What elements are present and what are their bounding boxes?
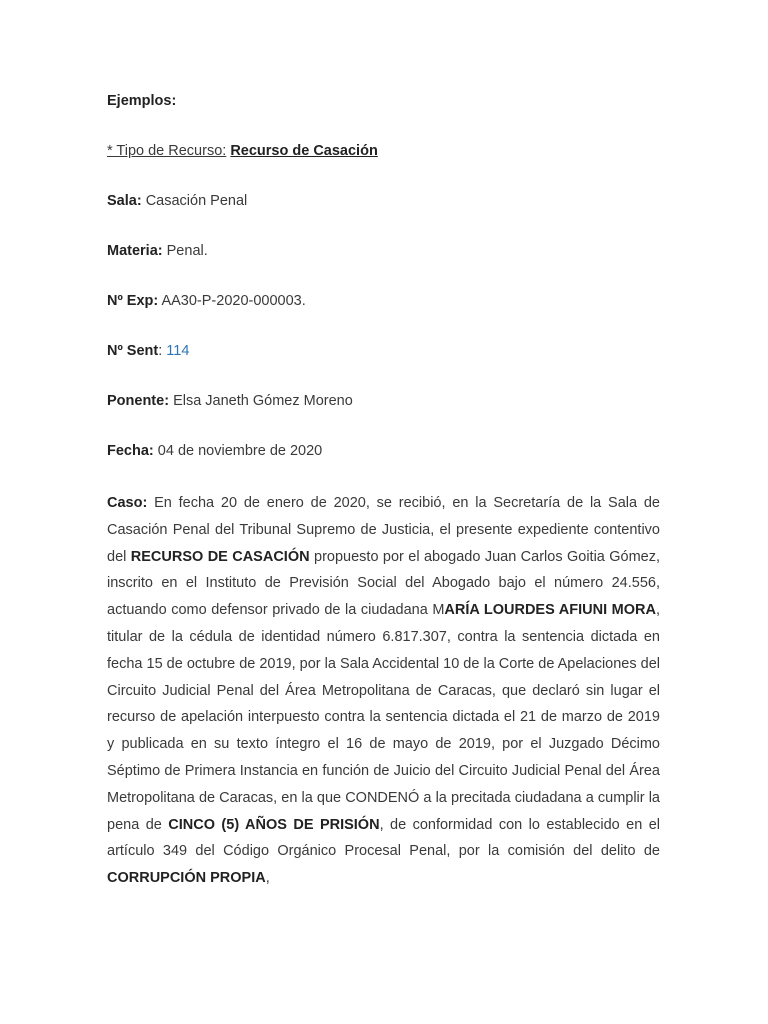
tipo-value: Recurso de Casación <box>230 143 378 159</box>
fecha-value: 04 de noviembre de 2020 <box>157 443 323 459</box>
ponente-value: Elsa Janeth Gómez Moreno <box>173 393 353 409</box>
heading-ejemplos: Ejemplos: <box>107 93 177 109</box>
exp-value: AA30-P-2020-000003. <box>161 293 306 309</box>
materia-value: Penal. <box>166 243 208 259</box>
expediente-line <box>107 292 306 310</box>
sala-value: Casación Penal <box>145 193 248 209</box>
caso-bold-pena: CINCO (5) AÑOS DE PRISIÓN <box>168 816 380 833</box>
caso-text-5: , <box>265 870 270 887</box>
sentencia-line <box>107 342 189 360</box>
caso-bold-name: ARÍA LOURDES AFIUNI MORA <box>444 602 656 619</box>
caso-text-3: , titular de la cédula de identidad número 6.817.307, contra la sentencia dictada en fecha 15 de octubre de 2019, por la Sala Accidental 10 de la Corte de Apelaciones del Circuito Judicial Penal del Área Metropolitana de Caracas, que declaró sin lugar el recurso de apelación interpuesto contra la sentencia dictada el 21 de marzo de 2019 y publicada en su texto íntegro el 16 de mayo de 2019, por el Juzgado Décimo Séptimo de Primera Instancia en función de Juicio del Circuito Judicial Penal del Área Metropolitana de Caracas, en la que CONDENÓ a la precitada ciudadana a cumplir la pena de <box>107 602 661 833</box>
ponente-label: Ponente: <box>107 393 170 409</box>
exp-label: Nº Exp: <box>107 293 159 309</box>
materia-line <box>107 242 208 260</box>
sala-line <box>107 192 247 210</box>
tipo-de-recurso-line <box>107 142 378 160</box>
fecha-label: Fecha: <box>107 443 154 459</box>
sala-label: Sala: <box>107 193 142 209</box>
caso-paragraph <box>107 490 660 892</box>
tipo-label: * Tipo de Recurso: <box>107 143 227 159</box>
sent-colon: : <box>158 343 163 359</box>
caso-label: Caso: <box>107 495 148 511</box>
sent-number-link[interactable]: 114 <box>166 343 190 359</box>
materia-label: Materia: <box>107 243 163 259</box>
caso-bold-delito: CORRUPCIÓN PROPIA <box>107 870 266 887</box>
sent-label: Nº Sent <box>107 343 159 359</box>
caso-text-1: En fecha 20 de enero de 2020, se recibió, en la Secretaría de la Sala de Casación Penal del Tribunal Supremo de Justicia, el presente expediente contentivo del <box>107 495 661 565</box>
caso-text-2: propuesto por el abogado Juan Carlos Goitia Gómez, inscrito en el Instituto de Previsión Social del Abogado bajo el número 24.556, actuando como defensor privado de la ciudadana M <box>107 548 661 619</box>
caso-bold-recurso: RECURSO DE CASACIÓN <box>130 548 310 565</box>
ponente-line <box>107 392 353 410</box>
fecha-line <box>107 442 322 460</box>
caso-text-4: , de conformidad con lo establecido en el artículo 349 del Código Orgánico Procesal Penal, por la comisión del delito de <box>107 816 660 860</box>
